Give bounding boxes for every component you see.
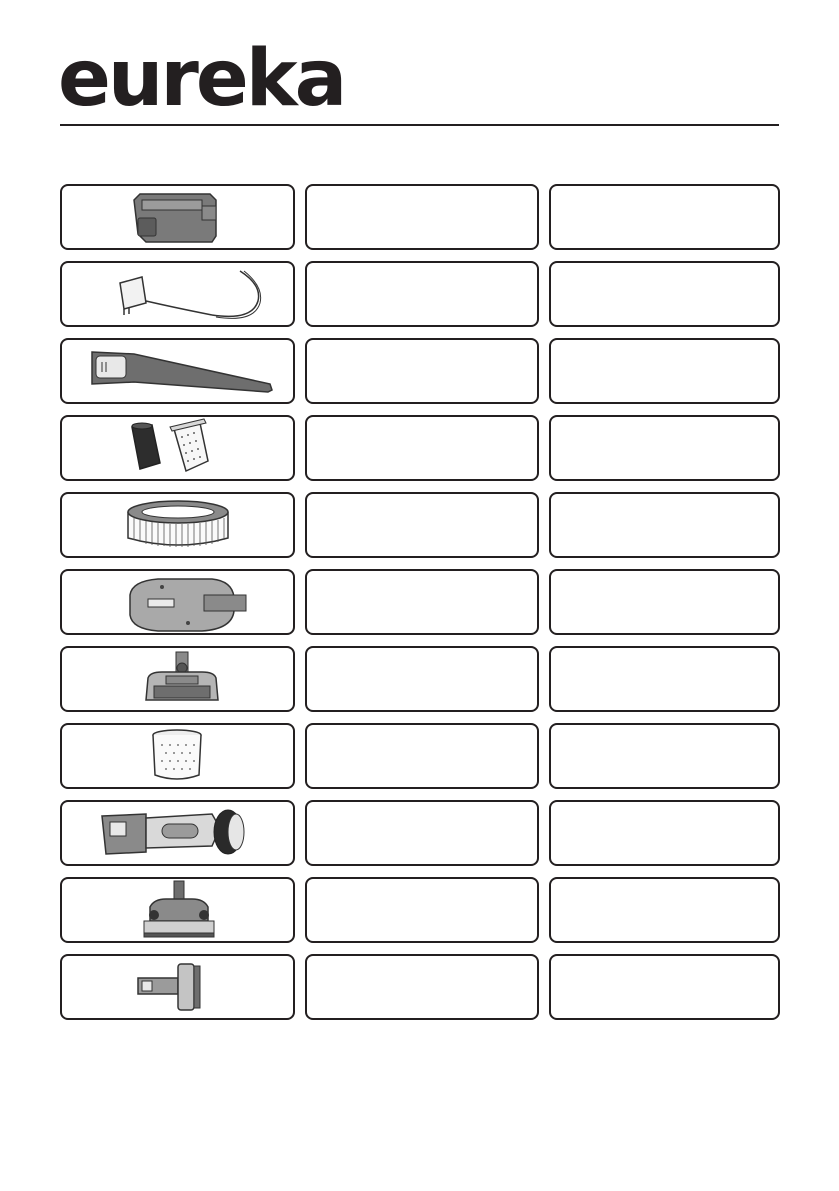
motorized-brush-icon <box>62 879 293 941</box>
part-detail-cell <box>549 877 780 943</box>
header-divider <box>60 124 779 126</box>
part-detail-cell <box>549 338 780 404</box>
power-floor-head-icon <box>62 648 293 710</box>
part-image-cell <box>60 569 295 635</box>
parts-row <box>60 800 780 866</box>
battery-pack-icon <box>62 186 293 248</box>
part-image-cell <box>60 877 295 943</box>
cylinder-filters-icon <box>62 417 293 479</box>
part-name-cell <box>305 261 539 327</box>
parts-table <box>60 184 780 1031</box>
part-detail-cell <box>549 492 780 558</box>
part-image-cell <box>60 184 295 250</box>
part-detail-cell <box>549 415 780 481</box>
parts-row <box>60 954 780 1020</box>
parts-row <box>60 646 780 712</box>
part-name-cell <box>305 492 539 558</box>
part-name-cell <box>305 569 539 635</box>
parts-row <box>60 877 780 943</box>
part-image-cell <box>60 415 295 481</box>
parts-row <box>60 415 780 481</box>
part-detail-cell <box>549 569 780 635</box>
part-detail-cell <box>549 954 780 1020</box>
part-name-cell <box>305 184 539 250</box>
part-detail-cell <box>549 723 780 789</box>
part-detail-cell <box>549 261 780 327</box>
dusting-brush-tool-icon <box>62 802 293 864</box>
part-image-cell <box>60 954 295 1020</box>
part-name-cell <box>305 800 539 866</box>
part-image-cell <box>60 800 295 866</box>
hepa-filter-ring-icon <box>62 494 293 556</box>
charger-adapter-icon <box>62 263 293 325</box>
part-name-cell <box>305 723 539 789</box>
part-name-cell <box>305 338 539 404</box>
part-name-cell <box>305 415 539 481</box>
part-image-cell <box>60 338 295 404</box>
floor-brush-base-icon <box>62 571 293 633</box>
parts-row <box>60 492 780 558</box>
part-name-cell <box>305 646 539 712</box>
part-detail-cell <box>549 184 780 250</box>
mesh-filter-cup-icon <box>62 725 293 787</box>
parts-row <box>60 261 780 327</box>
parts-row <box>60 569 780 635</box>
part-detail-cell <box>549 800 780 866</box>
crevice-tool-icon <box>62 340 293 402</box>
parts-row <box>60 723 780 789</box>
eureka-logo: eureka <box>58 34 345 124</box>
part-image-cell <box>60 261 295 327</box>
upholstery-tool-icon <box>62 956 293 1018</box>
part-image-cell <box>60 646 295 712</box>
part-name-cell <box>305 877 539 943</box>
parts-row <box>60 184 780 250</box>
part-image-cell <box>60 723 295 789</box>
part-image-cell <box>60 492 295 558</box>
parts-row <box>60 338 780 404</box>
part-name-cell <box>305 954 539 1020</box>
part-detail-cell <box>549 646 780 712</box>
